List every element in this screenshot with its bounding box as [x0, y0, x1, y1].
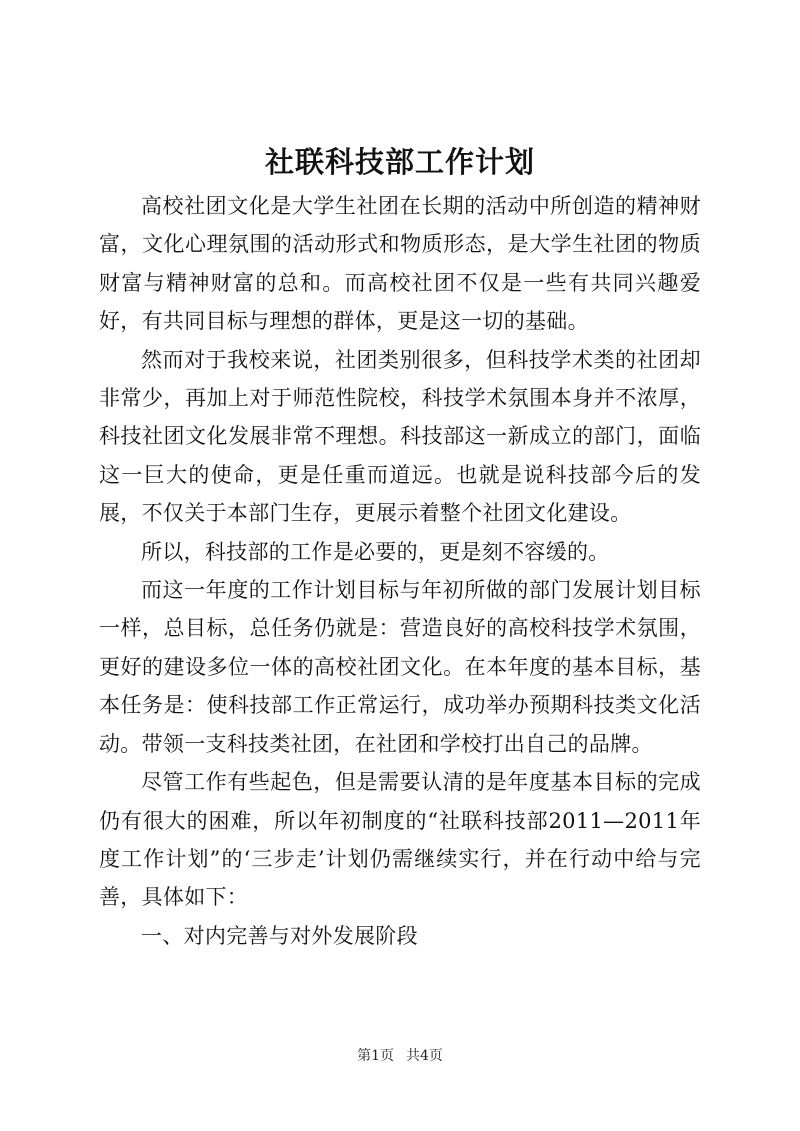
section-heading-1: 一、对内完善与对外发展阶段	[141, 923, 418, 948]
document-title: 社联科技部工作计划	[264, 145, 535, 179]
paragraph-intro: 高校社团文化是大学生社团在长期的活动中所创造的精神财富，文化心理氛围的活动形式和物质形态，是大学生社团的物质财富与精神财富的总和。而高校社团不仅是一些有共同兴趣爱好，有共同目标与理想的群体，更是这一切的基础。	[99, 194, 701, 334]
paragraph-goals: 而这一年度的工作计划目标与年初所做的部门发展计划目标一样，总目标，总任务仍就是：营造良好的高校科技学术氛围，更好的建设多位一体的高校社团文化。在本年度的基本目标，基本任务是：使科技部工作正常运行，成功举办预期科技类文化活动。带领一支科技类社团，在社团和学校打出自己的品牌。	[99, 578, 701, 756]
paragraph-plan: 尽管工作有些起色，但是需要认清的是年度基本目标的完成仍有很大的困难，所以年初制度的“社联科技部2011—2011年度工作计划”的‘三步走’计划仍需继续实行，并在行动中给与完善，具体如下：	[99, 770, 701, 910]
document-body	[99, 187, 701, 955]
paragraph-necessity: 所以，科技部的工作是必要的，更是刻不容缓的。	[141, 539, 610, 564]
page-footer	[0, 1046, 800, 1066]
page-total: 共4页	[406, 1048, 443, 1064]
page-number: 第1页	[357, 1048, 394, 1064]
paragraph-situation: 然而对于我校来说，社团类别很多，但科技学术类的社团却非常少，再加上对于师范性院校，科技学术氛围本身并不浓厚，科技社团文化发展非常不理想。科技部这一新成立的部门，面临这一巨大的使命，更是任重而道远。也就是说科技部今后的发展，不仅关于本部门生存，更展示着整个社团文化建设。	[99, 347, 701, 526]
